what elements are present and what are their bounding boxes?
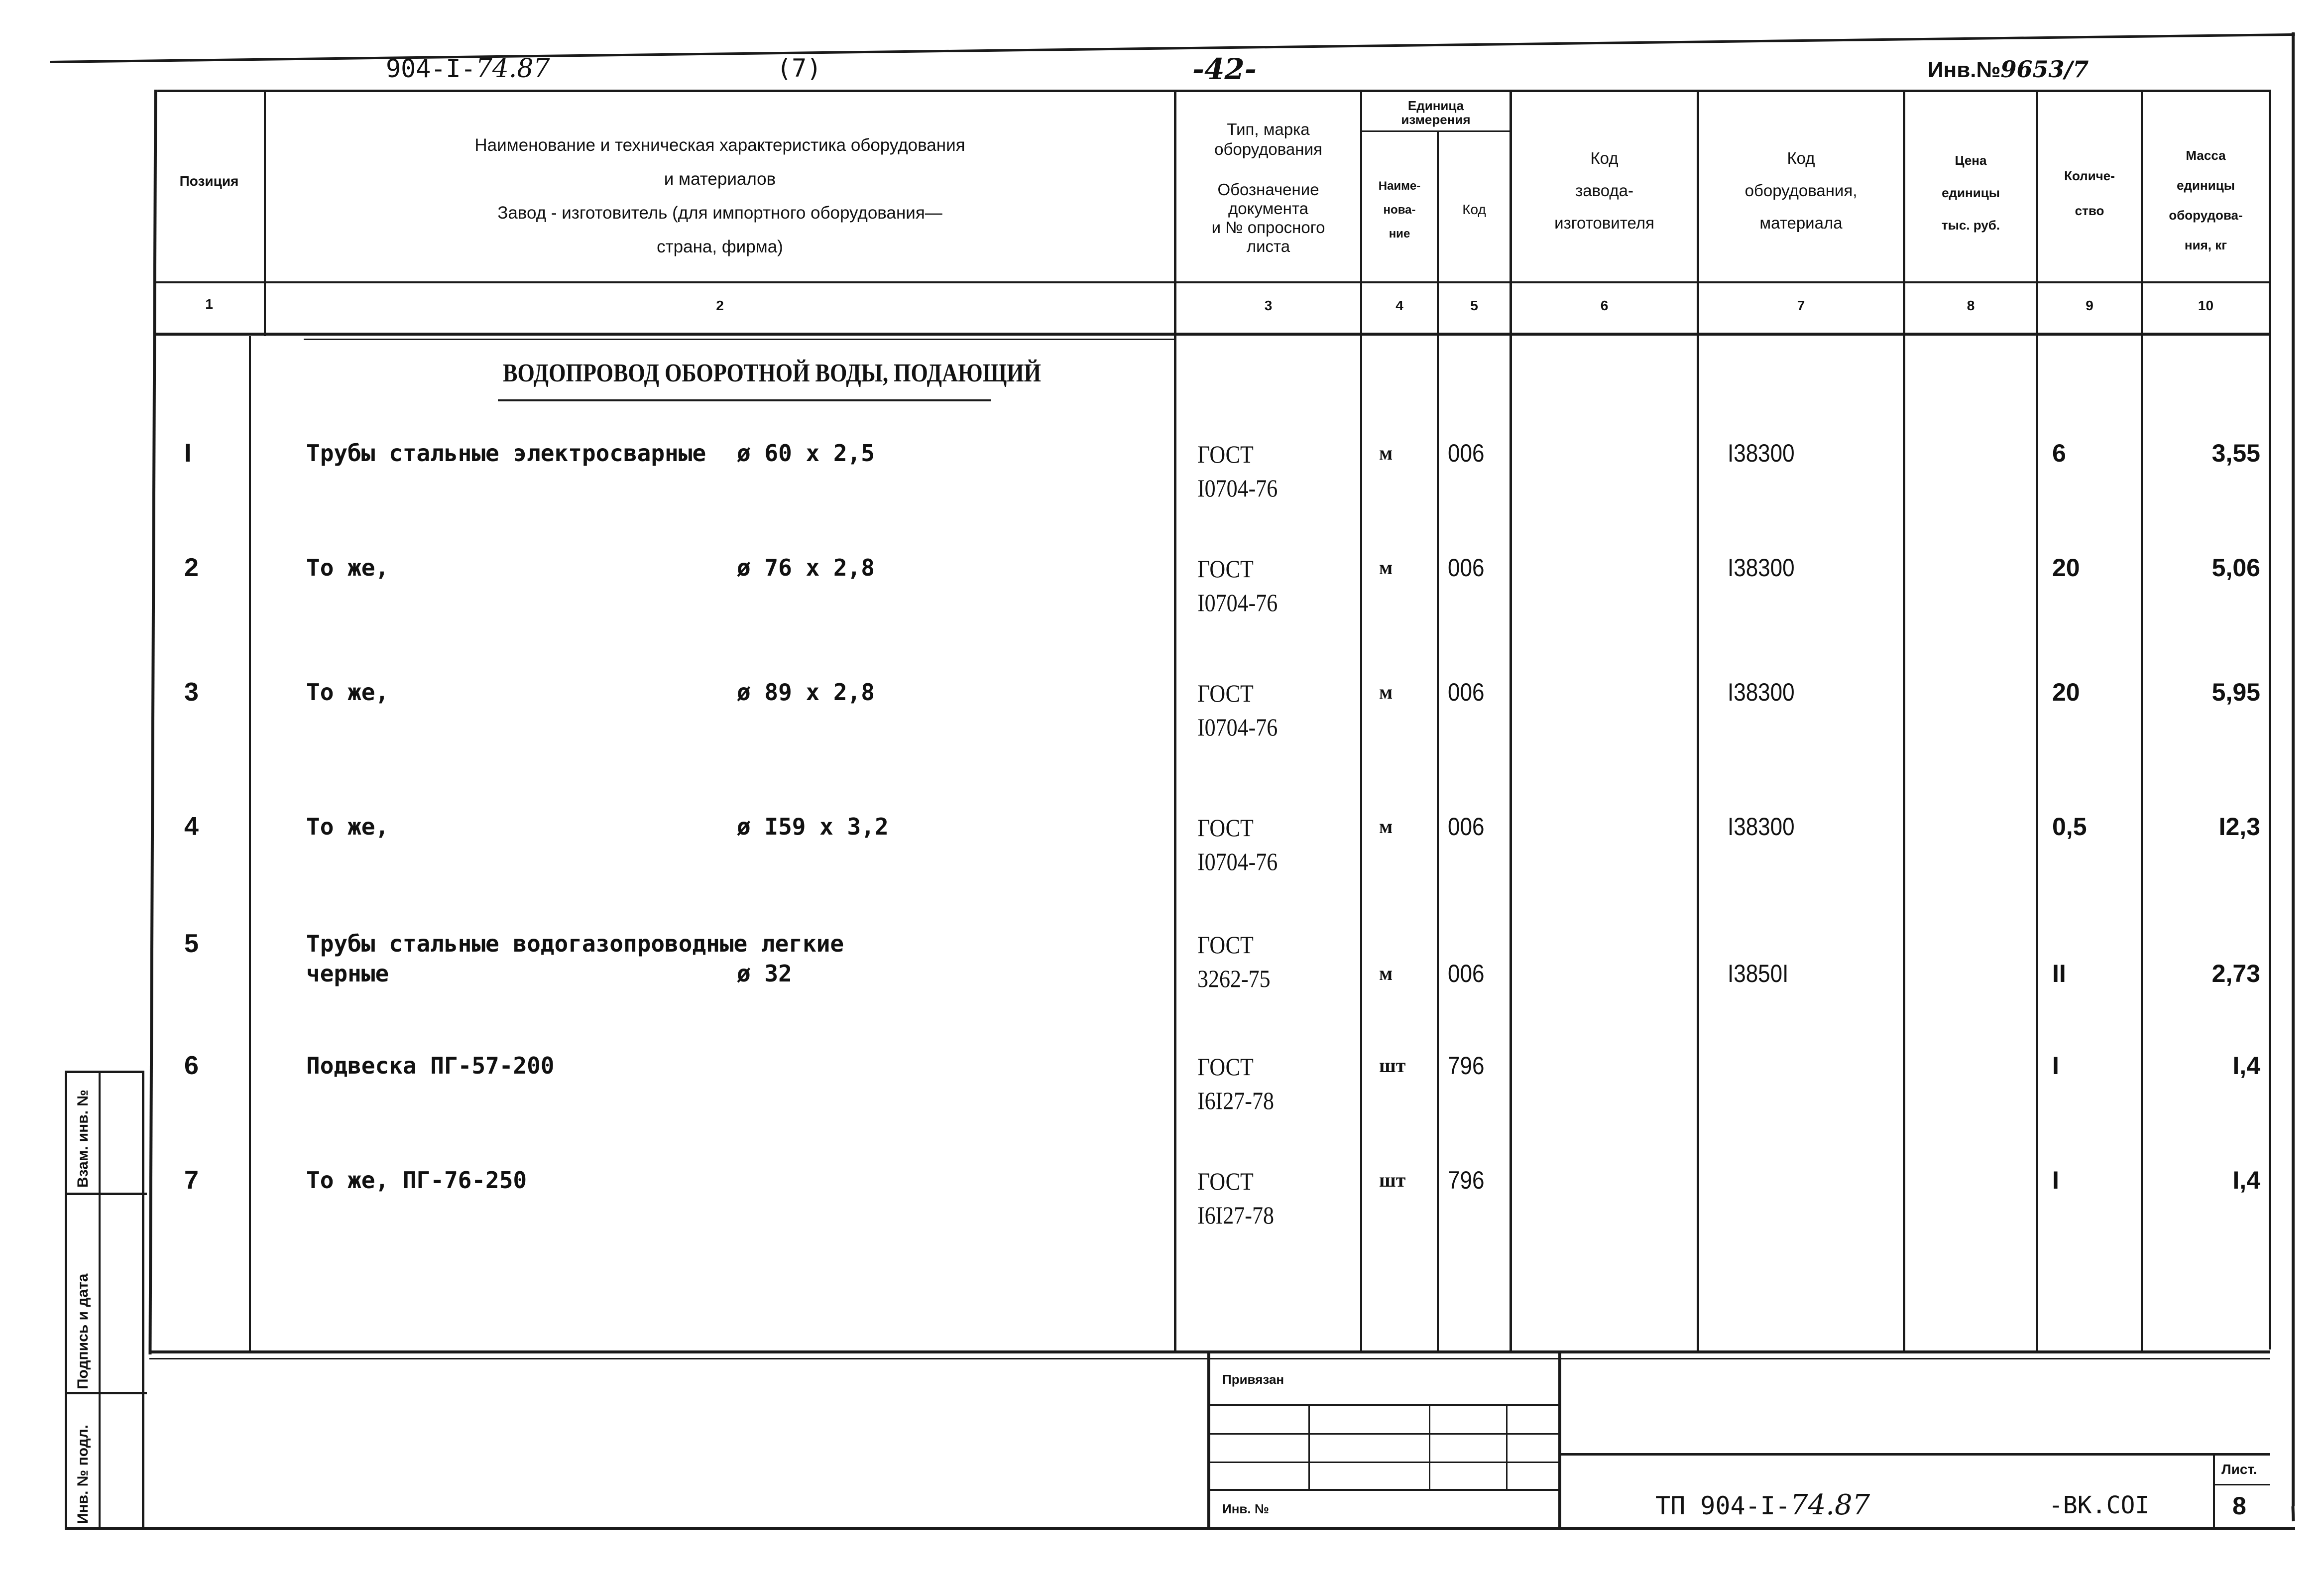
project-code: 904-I-74.87 bbox=[386, 54, 550, 84]
row-mass: I2,3 bbox=[2218, 813, 2260, 841]
row-position: 3 bbox=[184, 678, 199, 707]
col-line-9 bbox=[2141, 90, 2143, 1352]
header-position: Позиция bbox=[179, 173, 239, 189]
row-position: I bbox=[184, 439, 192, 468]
row-position: 7 bbox=[184, 1166, 199, 1195]
header-price: Цена единицы тыс. руб. bbox=[1941, 153, 2000, 233]
col-line-6 bbox=[1697, 90, 1699, 1352]
col-line-2 bbox=[1174, 90, 1176, 1352]
row-quantity: II bbox=[2052, 960, 2066, 987]
row-quantity: 20 bbox=[2052, 554, 2080, 582]
row-unit-code: 006 bbox=[1448, 960, 1485, 987]
row-name: Подвеска ПГ-57-200 bbox=[306, 1052, 555, 1079]
side-stamp-original-inv: Инв. № подл. bbox=[75, 1424, 91, 1524]
side-stamp-sep-2 bbox=[65, 1392, 147, 1394]
row-name: Трубы стальные электросварные bbox=[306, 440, 706, 467]
side-stamp-top-line bbox=[65, 1071, 144, 1073]
row-material-code: I38300 bbox=[1728, 439, 1795, 467]
stamp-sheet-label: Лист. bbox=[2221, 1462, 2257, 1477]
row-unit-code: 006 bbox=[1448, 439, 1485, 467]
stamp-inner-h-4 bbox=[1210, 1489, 1559, 1491]
header-unit-code: Код bbox=[1462, 202, 1486, 217]
stamp-sheet-left-line bbox=[2213, 1453, 2215, 1528]
row-unit: шт bbox=[1379, 1054, 1406, 1077]
stamp-inv-label: Инв. № bbox=[1222, 1501, 1269, 1516]
section-top-rule bbox=[304, 339, 1175, 340]
side-stamp-signature-date: Подпись и дата bbox=[75, 1273, 91, 1389]
col-line-5 bbox=[1510, 90, 1512, 1352]
side-stamp-mid-line bbox=[99, 1071, 101, 1529]
colnum-6: 6 bbox=[1600, 298, 1609, 313]
stamp-inner-v-1 bbox=[1308, 1404, 1310, 1489]
row-position: 2 bbox=[184, 553, 199, 582]
table-left-line bbox=[148, 90, 157, 1354]
stamp-left-line bbox=[1207, 1350, 1210, 1529]
row-quantity: I bbox=[2052, 1166, 2059, 1194]
row-mass: 5,95 bbox=[2211, 678, 2260, 706]
col-line-1b bbox=[249, 336, 251, 1352]
side-stamp-left-line bbox=[65, 1071, 67, 1530]
row-unit-code: 796 bbox=[1448, 1166, 1485, 1194]
col-line-3 bbox=[1360, 90, 1362, 1352]
inventory-number: Инв.№9653/7 bbox=[1928, 56, 2089, 83]
row-name: Трубы стальные водогазопроводные легкие черные bbox=[306, 930, 844, 987]
header-name: Наименование и техническая характеристика оборудования и материалов Завод - изготовитель (для импортного оборудования— страна, фирма) bbox=[474, 135, 965, 256]
row-name: То же, bbox=[306, 813, 389, 840]
header-unit-group: Единица измерения bbox=[1401, 98, 1471, 127]
row-document: ГОСТ I0704-76 bbox=[1197, 814, 1278, 875]
row-size: ø 32 bbox=[737, 960, 792, 987]
row-unit-code: 006 bbox=[1448, 678, 1485, 706]
header-mass: Масса единицы оборудова- ния, кг bbox=[2169, 148, 2243, 252]
stamp-mid-line bbox=[1558, 1350, 1561, 1529]
stamp-document-suffix: -ВК.СОI bbox=[2049, 1491, 2150, 1519]
page-number: -42- bbox=[1192, 52, 1257, 86]
numbers-bottom-line bbox=[154, 333, 2270, 336]
row-quantity: 6 bbox=[2052, 439, 2066, 467]
row-unit-code: 796 bbox=[1448, 1052, 1485, 1080]
colnum-7: 7 bbox=[1797, 298, 1805, 313]
section-title: ВОДОПРОВОД ОБОРОТНОЙ ВОДЫ, ПОДАЮЩИЙ bbox=[503, 359, 1042, 387]
colnum-4: 4 bbox=[1395, 298, 1403, 313]
row-mass: 5,06 bbox=[2211, 554, 2260, 582]
stamp-sheet-sep-line bbox=[2213, 1484, 2270, 1485]
row-document: ГОСТ 3262-75 bbox=[1197, 931, 1271, 992]
row-mass: 2,73 bbox=[2211, 960, 2260, 987]
side-stamp-right-line bbox=[142, 1071, 144, 1529]
col-line-4 bbox=[1437, 130, 1439, 1353]
frame-bottom-line bbox=[65, 1527, 2295, 1530]
row-unit: м bbox=[1379, 442, 1393, 464]
row-mass: I,4 bbox=[2232, 1166, 2260, 1194]
row-mass: I,4 bbox=[2232, 1052, 2260, 1080]
row-size: ø 60 x 2,5 bbox=[737, 440, 875, 467]
row-name: То же, bbox=[306, 554, 389, 581]
stamp-inner-h-2 bbox=[1210, 1433, 1559, 1435]
stamp-doc-top-line bbox=[1561, 1453, 2270, 1456]
col-line-7 bbox=[1903, 90, 1905, 1352]
colnum-2: 2 bbox=[716, 298, 724, 313]
stamp-inner-v-3 bbox=[1506, 1404, 1508, 1489]
stamp-inner-h-3 bbox=[1210, 1462, 1559, 1463]
table-top-line bbox=[157, 90, 2270, 92]
row-name: То же, bbox=[306, 679, 389, 706]
colnum-9: 9 bbox=[2086, 298, 2093, 313]
stamp-inner-h-1 bbox=[1210, 1404, 1559, 1406]
row-quantity: 20 bbox=[2052, 678, 2080, 706]
row-document: ГОСТ I0704-76 bbox=[1197, 555, 1278, 616]
header-bottom-line bbox=[154, 281, 2270, 283]
row-document: ГОСТ I6I27-78 bbox=[1197, 1053, 1274, 1114]
row-unit: шт bbox=[1379, 1169, 1406, 1191]
row-size: ø 76 x 2,8 bbox=[737, 554, 875, 581]
side-stamp-sep-1 bbox=[65, 1193, 147, 1195]
stamp-document-code: ТП 904-I-74.87 bbox=[1655, 1489, 1870, 1521]
colnum-1: 1 bbox=[205, 296, 213, 312]
row-material-code: I38300 bbox=[1728, 813, 1795, 841]
table-right-line bbox=[2269, 90, 2271, 1349]
header-factory-code: Код завода- изготовителя bbox=[1554, 149, 1654, 232]
colnum-10: 10 bbox=[2198, 298, 2214, 313]
frame-right-tail bbox=[2291, 1506, 2295, 1521]
row-unit-code: 006 bbox=[1448, 813, 1485, 841]
col-line-8 bbox=[2036, 90, 2038, 1352]
header-document: Обозначение документа и № опросного листа bbox=[1211, 180, 1325, 255]
colnum-8: 8 bbox=[1967, 298, 1975, 313]
row-unit: м bbox=[1379, 815, 1393, 838]
header-material-code: Код оборудования, материала bbox=[1744, 149, 1858, 232]
row-unit-code: 006 bbox=[1448, 554, 1485, 582]
row-size: ø 89 x 2,8 bbox=[737, 679, 875, 706]
row-position: 4 bbox=[184, 812, 199, 841]
row-document: ГОСТ I6I27-78 bbox=[1197, 1167, 1274, 1229]
row-document: ГОСТ I0704-76 bbox=[1197, 440, 1278, 502]
row-mass: 3,55 bbox=[2211, 439, 2260, 467]
header-quantity: Количе- ство bbox=[2064, 168, 2115, 218]
row-size: ø I59 x 3,2 bbox=[737, 813, 889, 840]
stamp-sheet-number: 8 bbox=[2232, 1492, 2246, 1520]
row-name: То же, ПГ-76-250 bbox=[306, 1167, 527, 1194]
row-unit: м bbox=[1379, 681, 1393, 703]
section-title-underline bbox=[498, 399, 991, 401]
row-unit: м bbox=[1379, 962, 1393, 984]
unit-group-line bbox=[1360, 130, 1510, 132]
row-position: 6 bbox=[184, 1051, 199, 1080]
stamp-inner-v-2 bbox=[1429, 1404, 1430, 1489]
copy-number: (7) bbox=[777, 54, 822, 83]
header-type: Тип, марка оборудования bbox=[1214, 120, 1322, 158]
row-document: ГОСТ I0704-76 bbox=[1197, 679, 1278, 741]
row-material-code: I38300 bbox=[1728, 554, 1795, 582]
colnum-3: 3 bbox=[1264, 298, 1273, 313]
row-position: 5 bbox=[184, 929, 199, 958]
header-unit-name: Наиме- нова- ние bbox=[1378, 179, 1421, 241]
colnum-5: 5 bbox=[1470, 298, 1478, 313]
row-material-code: I38300 bbox=[1728, 678, 1795, 706]
row-quantity: 0,5 bbox=[2052, 813, 2087, 841]
side-stamp-replacement-inv: Взам. инв. № bbox=[75, 1090, 91, 1188]
stamp-attached-label: Привязан bbox=[1222, 1372, 1284, 1387]
frame-right-line bbox=[2292, 32, 2295, 1506]
row-quantity: I bbox=[2052, 1052, 2059, 1080]
row-material-code: I3850I bbox=[1728, 960, 1789, 987]
row-unit: м bbox=[1379, 556, 1393, 579]
